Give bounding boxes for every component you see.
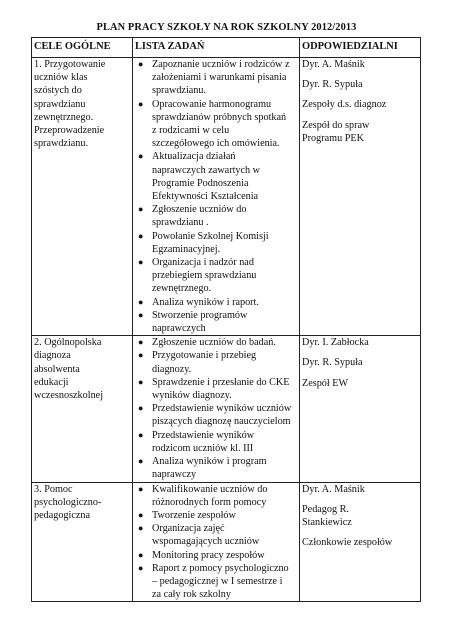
task-item xyxy=(135,549,297,562)
goal-text: 1. Przygotowanie uczniów klas szóstych do sprawdzianu zewnętrznego. Przeprowadzenie sprawdzianu. xyxy=(34,59,106,150)
goal-cell xyxy=(32,336,133,482)
bullet-icon: ● xyxy=(138,429,144,440)
task-item xyxy=(135,203,297,229)
task-item xyxy=(135,522,297,548)
task-item xyxy=(135,376,297,402)
task-item xyxy=(135,483,297,509)
bullet-icon: ● xyxy=(138,98,144,109)
document-title: PLAN PRACY SZKOŁY NA ROK SZKOLNY 2012/2013 xyxy=(96,22,357,33)
bullet-icon: ● xyxy=(138,350,144,361)
task-item xyxy=(135,256,297,296)
responsible-person: Pedagog R. Stankiewicz xyxy=(302,503,352,528)
responsible-person: Dyr. A. Maśnik xyxy=(302,483,365,495)
task-text: Analiza wyników i raport. xyxy=(152,296,259,308)
task-text: Kwalifikowanie uczniów do różnorodnych form pomocy xyxy=(152,483,268,508)
bullet-icon: ● xyxy=(138,204,144,215)
bullet-icon: ● xyxy=(138,562,144,573)
bullet-icon: ● xyxy=(138,523,144,534)
goal-cell xyxy=(32,482,133,602)
task-item xyxy=(135,296,297,309)
work-plan-table xyxy=(31,37,421,602)
task-text: Sprawdzenie i przesłanie do CKE wyników diagnozy. xyxy=(152,376,290,402)
task-text: Analiza wyników i program naprawczy xyxy=(152,456,267,481)
task-list xyxy=(135,58,297,335)
responsible-cell xyxy=(300,336,421,482)
responsible-person: Zespół EW xyxy=(302,377,349,389)
table-row xyxy=(32,482,421,602)
task-text: Zgłoszenie uczniów do badań. xyxy=(152,337,276,349)
table-header-row xyxy=(32,38,421,58)
task-text: Monitoring pracy zespołów xyxy=(152,549,265,561)
task-item xyxy=(135,230,297,256)
bullet-icon: ● xyxy=(138,257,144,268)
responsible-person: Dyr. A. Maśnik xyxy=(302,59,365,70)
responsible-person: Zespół do spraw Programu PEK xyxy=(302,119,370,144)
task-item xyxy=(135,336,297,349)
bullet-icon: ● xyxy=(138,337,144,348)
bullet-icon: ● xyxy=(138,483,144,494)
bullet-icon: ● xyxy=(138,403,144,414)
tasks-cell xyxy=(133,58,300,336)
task-item xyxy=(135,150,297,203)
header-responsible: ODPOWIEDZIALNI xyxy=(300,38,421,58)
goal-text: 3. Pomoc psychologiczno- pedagogiczna xyxy=(34,483,102,521)
goal-text: 2. Ogólnopolska diagnoza absolwenta edukacji wczesnoszkolnej xyxy=(34,337,104,402)
tasks-cell xyxy=(133,482,300,602)
table-row xyxy=(32,336,421,482)
task-item xyxy=(135,349,297,375)
bullet-icon: ● xyxy=(138,549,144,560)
task-item xyxy=(135,562,297,602)
task-text: Przedstawienie wyników rodzicom uczniów kl. III xyxy=(152,429,255,454)
task-text: Organizacja zajęć wspomagających uczniów xyxy=(152,523,260,548)
task-item xyxy=(135,98,297,151)
bullet-icon: ● xyxy=(138,309,144,320)
responsible-person: Członkowie zespołów xyxy=(302,537,393,549)
bullet-icon: ● xyxy=(138,376,144,387)
bullet-icon: ● xyxy=(138,296,144,307)
bullet-icon: ● xyxy=(138,151,144,162)
task-text: Raport z pomocy psychologiczno – pedagogicznej w I semestrze i za cały rok szkolny xyxy=(152,562,289,601)
tasks-cell xyxy=(133,336,300,482)
responsible-person: Dyr. R. Sypuła xyxy=(302,357,363,369)
task-text: Przygotowanie i przebieg diagnozy. xyxy=(152,350,257,375)
header-tasks: LISTA ZADAŃ xyxy=(133,38,300,58)
responsible-person: Zespoły d.s. diagnoz xyxy=(302,99,387,111)
responsible-cell xyxy=(300,482,421,602)
goal-cell xyxy=(32,58,133,336)
responsible-person: Dyr. R. Sypuła xyxy=(302,79,363,91)
task-item xyxy=(135,509,297,522)
task-item xyxy=(135,58,297,98)
task-item xyxy=(135,429,297,455)
task-text: Stworzenie programów naprawczych xyxy=(152,309,248,335)
bullet-icon: ● xyxy=(138,456,144,467)
bullet-icon: ● xyxy=(138,509,144,520)
task-text: Opracowanie harmonogramu sprawdzianów próbnych spotkań z rodzicami w celu szczegółowego ich omówienia. xyxy=(152,98,287,150)
bullet-icon: ● xyxy=(138,59,144,69)
header-goals: CELE OGÓLNE xyxy=(32,38,133,58)
task-item xyxy=(135,309,297,335)
task-list xyxy=(135,483,297,602)
task-text: Organizacja i nadzór nad przebiegiem sprawdzianu zewnętrznego. xyxy=(152,257,257,295)
table-row xyxy=(32,58,421,336)
task-text: Zapoznanie uczniów i rodziców z założeniami i warunkami pisania sprawdzianu. xyxy=(152,59,290,97)
responsible-cell xyxy=(300,58,421,336)
task-text: Powołanie Szkolnej Komisji Egzaminacyjnej. xyxy=(152,230,269,255)
task-text: Przedstawienie wyników uczniów piszących diagnozę nauczycielom xyxy=(152,403,292,428)
table-body xyxy=(32,58,421,602)
task-text: Zgłoszenie uczniów do sprawdzianu . xyxy=(152,204,247,229)
task-text: Aktualizacja działań naprawczych zawartych w Programie Podnoszenia Efektywności Kształcenia xyxy=(152,151,261,203)
task-item xyxy=(135,455,297,481)
responsible-person: Dyr. I. Zabłocka xyxy=(302,337,369,349)
task-list xyxy=(135,336,297,481)
task-text: Tworzenie zespołów xyxy=(152,509,236,521)
task-item xyxy=(135,402,297,428)
bullet-icon: ● xyxy=(138,230,144,241)
